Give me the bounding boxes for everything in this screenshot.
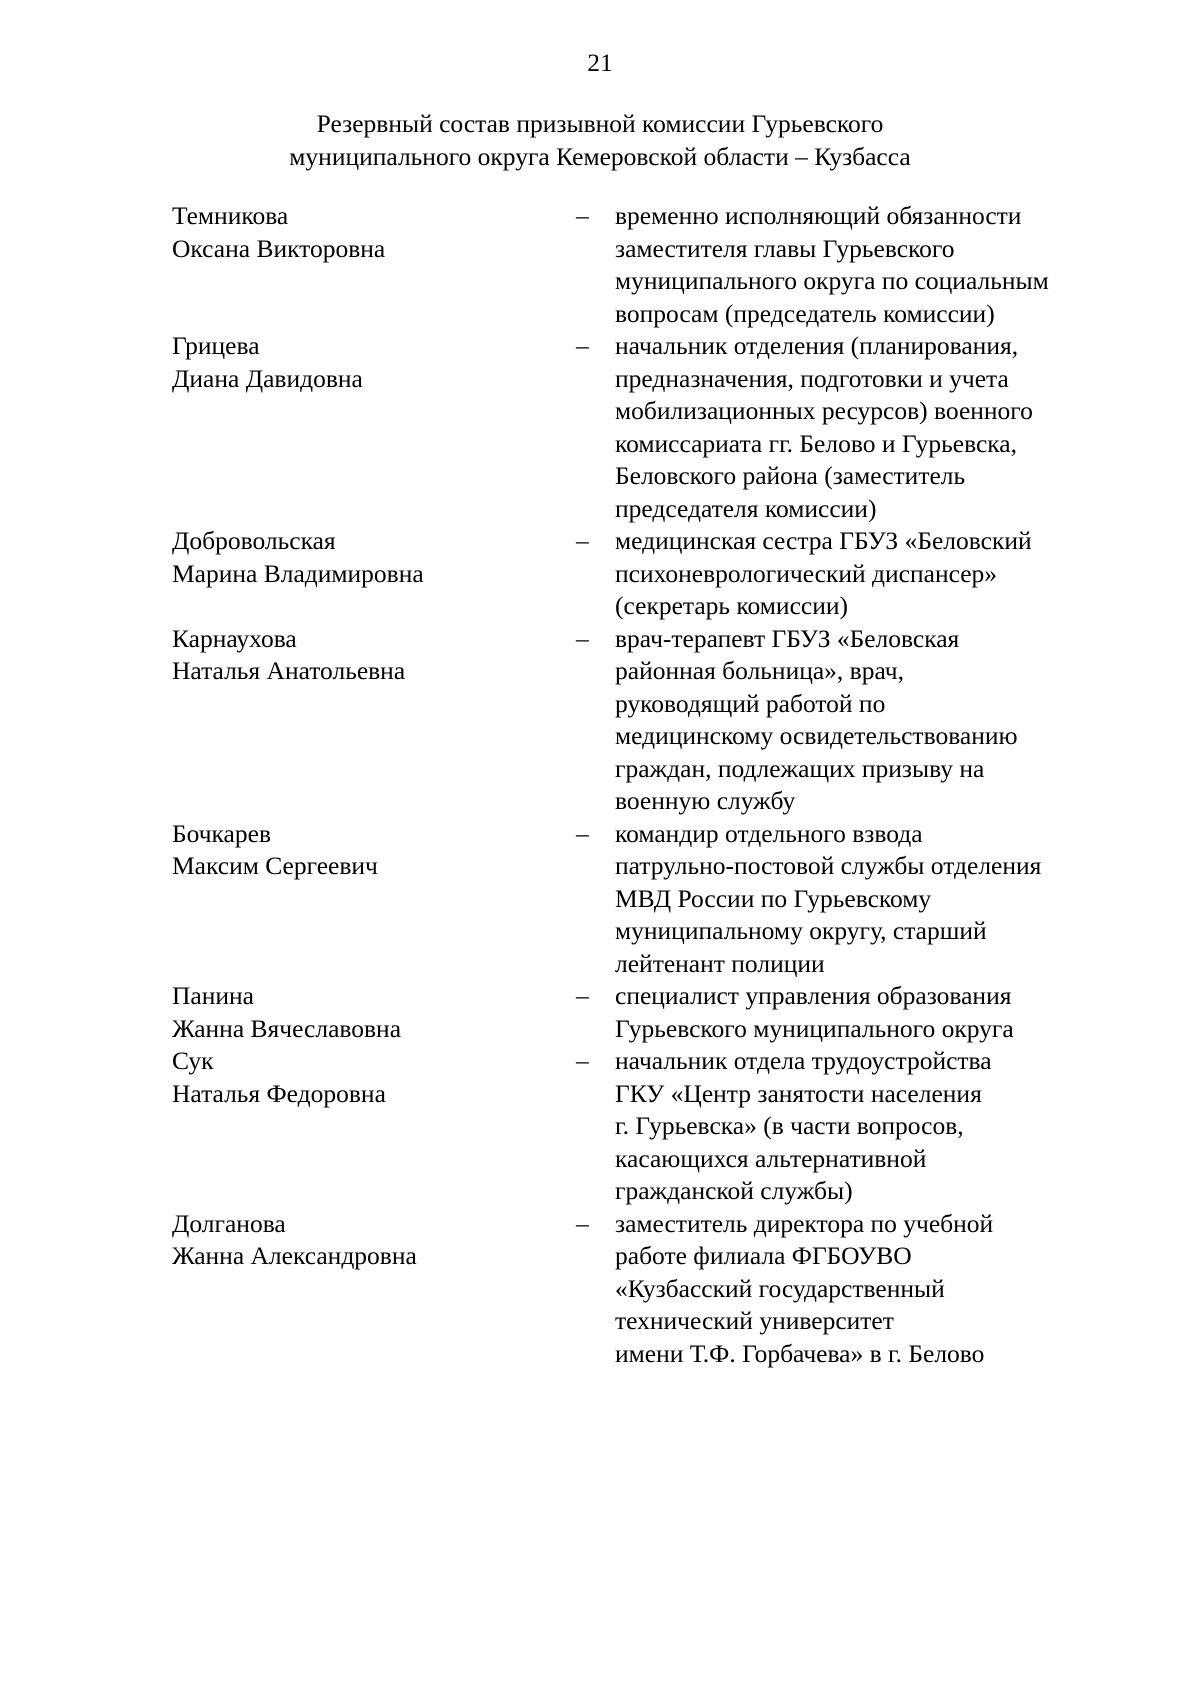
member-surname: Долганова bbox=[172, 1208, 286, 1238]
member-surname: Панина bbox=[172, 981, 254, 1010]
member-given-names: Максим Сергеевич bbox=[172, 851, 378, 880]
member-entry bbox=[0, 980, 1200, 1045]
position-line: технический университет bbox=[615, 1306, 894, 1335]
position-line: временно исполняющий обязанности bbox=[615, 201, 1022, 230]
member-name bbox=[172, 1045, 386, 1110]
position-line: граждан, подлежащих призыву на bbox=[615, 753, 985, 783]
position-line: мобилизационных ресурсов) военного bbox=[615, 396, 1033, 425]
dash-separator: – bbox=[576, 623, 589, 653]
position-line: медицинская сестра ГБУЗ «Беловский bbox=[615, 526, 1032, 555]
member-given-names: Жанна Александровна bbox=[172, 1241, 417, 1270]
member-surname: Добровольская bbox=[172, 526, 336, 555]
dash-separator: – bbox=[576, 981, 589, 1010]
position-line: врач-терапевт ГБУЗ «Беловская bbox=[615, 623, 960, 653]
member-position bbox=[615, 818, 1175, 981]
position-line: лейтенант полиции bbox=[615, 948, 825, 978]
member-entry bbox=[0, 1208, 1200, 1371]
member-name bbox=[172, 330, 363, 395]
dash-separator: – bbox=[576, 1208, 589, 1238]
position-line: районная больница», врач, bbox=[615, 656, 904, 685]
member-surname: Сук bbox=[172, 1046, 214, 1075]
title-line-1: Резервный состав призывной комиссии Гурьевского bbox=[316, 109, 884, 138]
member-entry bbox=[0, 525, 1200, 623]
title-line-2: муниципального округа Кемеровской области – Кузбасса bbox=[289, 141, 911, 171]
position-line: г. Гурьевска» (в части вопросов, bbox=[615, 1111, 964, 1140]
member-position bbox=[615, 623, 1175, 818]
member-given-names: Наталья Федоровна bbox=[172, 1078, 386, 1108]
position-line: начальник отдела трудоустройства bbox=[615, 1046, 992, 1075]
position-line: председателя комиссии) bbox=[615, 493, 877, 523]
position-line: психоневрологический диспансер» bbox=[615, 558, 998, 588]
dash-separator: – bbox=[576, 526, 589, 555]
position-line: муниципальному округу, старший bbox=[615, 916, 987, 945]
dash-separator: – bbox=[576, 1046, 589, 1075]
commission-members-list bbox=[0, 200, 1200, 1370]
member-name bbox=[172, 818, 378, 883]
position-line: медицинскому освидетельствованию bbox=[615, 721, 1018, 750]
member-surname: Грицева bbox=[172, 331, 260, 360]
position-line: заместителя главы Гурьевского bbox=[615, 233, 955, 263]
member-position bbox=[615, 980, 1175, 1045]
member-given-names: Диана Давидовна bbox=[172, 363, 363, 393]
member-position bbox=[615, 1045, 1175, 1208]
member-name bbox=[172, 1208, 417, 1273]
position-line: начальник отделения (планирования, bbox=[615, 331, 1019, 360]
member-given-names: Наталья Анатольевна bbox=[172, 656, 406, 685]
member-name bbox=[172, 200, 385, 265]
position-line: муниципального округа по социальным bbox=[615, 266, 1049, 295]
dash-separator: – bbox=[576, 201, 589, 230]
member-name bbox=[172, 525, 424, 590]
position-line: заместитель директора по учебной bbox=[615, 1208, 994, 1238]
member-name bbox=[172, 980, 401, 1045]
member-position bbox=[615, 525, 1175, 623]
member-entry bbox=[0, 330, 1200, 525]
member-surname: Карнаухова bbox=[172, 623, 297, 653]
member-surname: Бочкарев bbox=[172, 818, 271, 848]
member-entry bbox=[0, 200, 1200, 330]
dash-separator: – bbox=[576, 818, 589, 848]
member-entry bbox=[0, 623, 1200, 818]
dash-separator: – bbox=[576, 331, 589, 360]
document-title bbox=[0, 108, 1200, 173]
member-given-names: Марина Владимировна bbox=[172, 558, 424, 588]
position-line: комиссариата гг. Белово и Гурьевска, bbox=[615, 428, 1017, 458]
position-line: МВД России по Гурьевскому bbox=[615, 883, 932, 913]
member-given-names: Жанна Вячеславовна bbox=[172, 1013, 402, 1043]
position-line: касающихся альтернативной bbox=[615, 1143, 927, 1173]
member-given-names: Оксана Викторовна bbox=[172, 233, 386, 263]
member-position bbox=[615, 200, 1175, 330]
position-line: Гурьевского муниципального округа bbox=[615, 1013, 1014, 1043]
member-entry bbox=[0, 1045, 1200, 1208]
position-line: гражданской службы) bbox=[615, 1176, 853, 1205]
position-line: предназначения, подготовки и учета bbox=[615, 363, 1009, 393]
position-line: Беловского района (заместитель bbox=[615, 461, 966, 490]
member-position bbox=[615, 1208, 1175, 1371]
position-line: «Кузбасский государственный bbox=[615, 1273, 945, 1303]
position-line: вопросам (председатель комиссии) bbox=[615, 298, 995, 328]
position-line: командир отдельного взвода bbox=[615, 818, 923, 848]
position-line: патрульно-постовой службы отделения bbox=[615, 851, 1042, 880]
member-surname: Темникова bbox=[172, 201, 289, 230]
page-number: 21 bbox=[587, 48, 613, 77]
position-line: военную службу bbox=[615, 786, 796, 815]
position-line: специалист управления образования bbox=[615, 981, 1012, 1010]
position-line: ГКУ «Центр занятости населения bbox=[615, 1078, 982, 1108]
position-line: имени Т.Ф. Горбачева» в г. Белово bbox=[615, 1338, 985, 1368]
member-position bbox=[615, 330, 1175, 525]
member-entry bbox=[0, 818, 1200, 981]
position-line: работе филиала ФГБОУВО bbox=[615, 1241, 912, 1270]
position-line: (секретарь комиссии) bbox=[615, 591, 848, 620]
position-line: руководящий работой по bbox=[615, 688, 886, 718]
member-name bbox=[172, 623, 405, 688]
